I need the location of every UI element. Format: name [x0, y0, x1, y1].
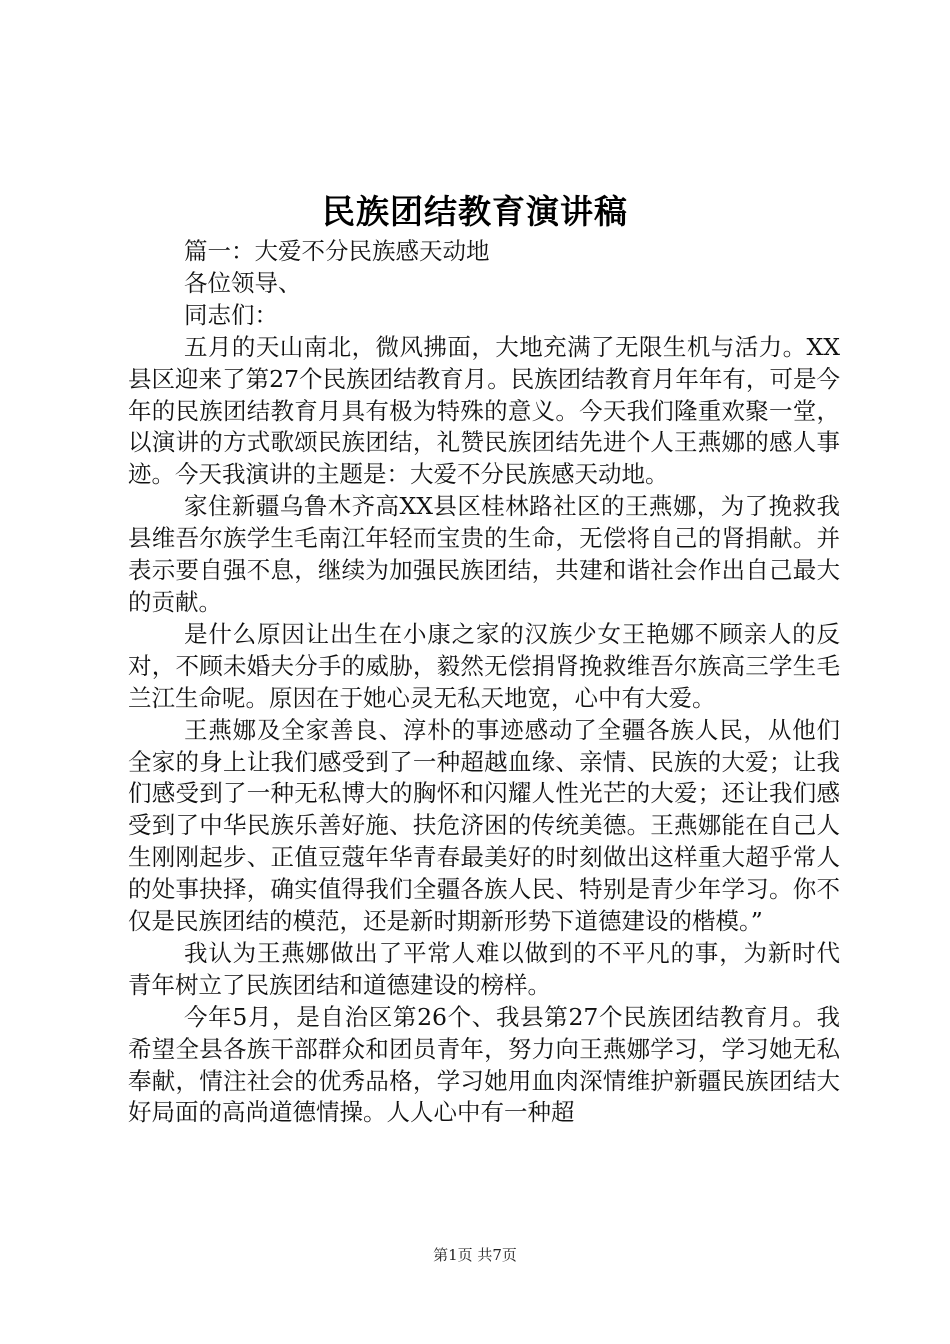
page-number-footer: 第1页 共7页 — [433, 1246, 517, 1264]
paragraph-1: 五月的天山南北，微风拂面，大地充满了无限生机与活力。XX县区迎来了第27个民族团结教育月。民族团结教育月年年有，可是今年的民族团结教育月具有极为特殊的意义。今天我们隆重欢聚一堂，以演讲的方式歌颂民族团结，礼赞民族团结先进个人王燕娜的感人事迹。今天我演讲的主题是：大爱不分民族感天动地。 — [128, 332, 840, 489]
paragraph-4: 王燕娜及全家善良、淳朴的事迹感动了全疆各族人民，从他们全家的身上让我们感受到了一种超越血缘、亲情、民族的大爱；让我们感受到了一种无私博大的胸怀和闪耀人性光芒的大爱；还让我们感受到了中华民族乐善好施、扶危济困的传统美德。王燕娜能在自己人生刚刚起步、正值豆蔻年华青春最美好的时刻做出这样重大超乎常人的处事抉择，确实值得我们全疆各族人民、特别是青少年学习。你不仅是民族团结的模范，还是新时期新形势下道德建设的楷模。” — [128, 715, 840, 936]
paragraph-3: 是什么原因让出生在小康之家的汉族少女王艳娜不顾亲人的反对，不顾未婚夫分手的威胁，毅然无偿捐肾挽救维吾尔族高三学生毛兰江生命呢。原因在于她心灵无私天地宽，心中有大爱。 — [128, 619, 840, 712]
paragraph-6: 今年5月，是自治区第26个、我县第27个民族团结教育月。我希望全县各族干部群众和团员青年，努力向王燕娜学习，学习她无私奉献，情注社会的优秀品格，学习她用血肉深情维护新疆民族团结大好局面的高尚道德情操。人人心中有一种超 — [128, 1002, 840, 1127]
salutation-line-1: 各位领导、 — [184, 268, 302, 297]
section-heading: 篇一：大爱不分民族感天动地 — [184, 237, 490, 265]
paragraph-5: 我认为王燕娜做出了平常人难以做到的不平凡的事，为新时代青年树立了民族团结和道德建设的榜样。 — [128, 938, 840, 999]
salutation-line-2: 同志们： — [184, 300, 278, 329]
document-body — [128, 236, 840, 1129]
document-title: 民族团结教育演讲稿 — [322, 192, 628, 231]
paragraph-2: 家住新疆乌鲁木齐高XX县区桂林路社区的王燕娜，为了挽救我县维吾尔族学生毛南江年轻而宝贵的生命，无偿将自己的肾捐献。并表示要自强不息，继续为加强民族团结，共建和谐社会作出自己最大的贡献。 — [128, 492, 840, 616]
